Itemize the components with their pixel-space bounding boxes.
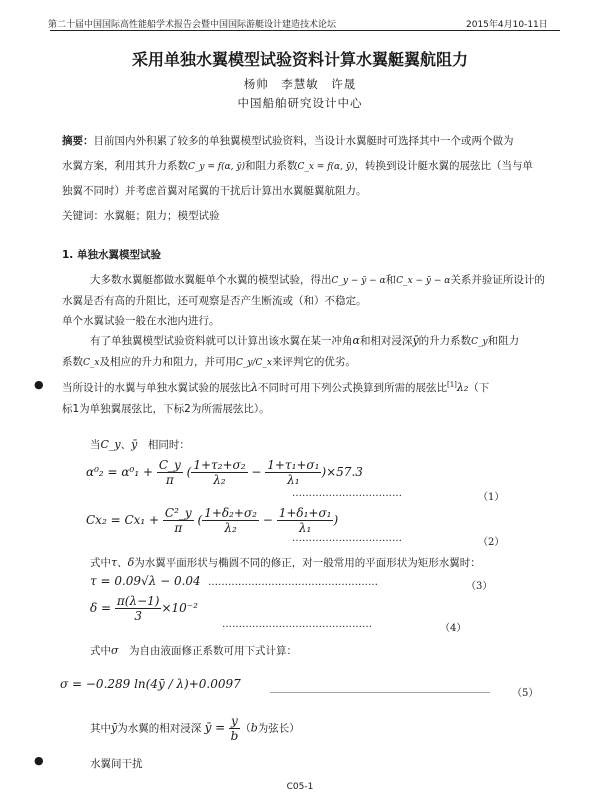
- eq5-leader: ____________________________________________: [270, 682, 490, 693]
- bullet-1-line-1: 当所设计的水翼与单独水翼试验的展弦比λ不同时可用下列公式换算到所需的展弦比[1]λ₂（下: [62, 380, 490, 394]
- eq3-leader: ……………………………………………: [208, 577, 378, 588]
- section-1-p2: 单个水翼试验一般在水池内进行。: [62, 315, 220, 327]
- equation-1: α⁰₂ = α⁰₁ + $\frac{C\_y}{\pi}$ ( $\frac{\text{1+τ₂+σ₂}}{\text{λ₂}}$ − $\frac{\text{1+τ₁+σ₁}}{\text{λ₁}}$ )×57.3: [86, 458, 363, 487]
- section-1-p1-line-1: 大多数水翼艇都做水翼艇单个水翼的模型试验，得出C_y − ȳ − α和C_x − ȳ − α关系并验证所设计的: [90, 274, 545, 286]
- section-1-p1-line-2: 水翼是否有高的升阻比，还可观察是否产生断流或（和）不稳定。: [62, 295, 367, 307]
- header-date: 2015年4月10-11日: [466, 20, 548, 30]
- eq1-leader: ……………………………: [292, 488, 402, 499]
- sigma-text: 式中σ 为自由液面修正系数可用下式计算：: [90, 644, 298, 657]
- abstract-line-1: 摘要：目前国内外积累了较多的单独翼模型试验资料，当设计水翼艇时可选择其中一个或两个做为: [62, 135, 514, 147]
- tau-delta-text: 式中τ、δ为水翼平面形状与椭圆不同的修正，对一般常用的平面形状为矩形水翼时：: [90, 556, 481, 569]
- cy-formula: C_y = f(α, ȳ): [188, 162, 245, 172]
- equation-3: τ = 0.09√λ − 0.04: [90, 574, 201, 588]
- bullet-dot-2: ●: [34, 754, 44, 767]
- condition-line: 当C_y、ȳ 相同时：: [90, 438, 190, 451]
- equation-2: Cx₂ = Cx₁ + $\frac{\text{C²\_y}}{\pi}$ ( $\frac{\text{1+δ₂+σ₂}}{\text{λ₂}}$ − $\frac{\text{1+δ₁+σ₁}}{\text{λ₁}}$ ): [86, 506, 339, 535]
- equation-2-number: （2）: [478, 537, 505, 548]
- abstract-line-2: 水翼方案，利用其升力系数C_y = f(α, ȳ)和阻力系数C_x = f(α, ȳ)，转换到设计艇水翼的展弦比（当与单: [62, 160, 533, 172]
- eq2-leader: ……………………………: [292, 533, 402, 544]
- header-conference: 第二十届中国国际高性能船学术报告会暨中国国际游艇设计建造技术论坛: [48, 20, 337, 30]
- bullet-2-text: 水翼间干扰: [90, 758, 143, 770]
- keywords: 关键词：水翼艇；阻力；模型试验: [62, 210, 220, 222]
- section-1-p3-line-1: 有了单独翼模型试验资料就可以计算出该水翼在某一冲角α和相对浸深ȳ的升力系数C_y和阻力: [90, 334, 520, 347]
- section-1-p3-line-2: 系数C_x及相应的升力和阻力，并可用C_y/C_x来评判它的优劣。: [62, 356, 356, 368]
- paper-title: 采用单独水翼模型试验资料计算水翼艇翼航阻力: [131, 50, 468, 69]
- header-rule: [50, 30, 560, 31]
- equation-4: δ = $\frac{\pi(\lambda-1)}{3}$ ×10⁻²: [90, 594, 198, 623]
- equation-5: σ = −0.289 ln(4ȳ / λ)+0.0097: [60, 677, 241, 691]
- cx-formula: C_x = f(α, ȳ): [297, 162, 355, 172]
- equation-3-number: （3）: [466, 581, 493, 592]
- equation-1-number: （1）: [478, 492, 505, 503]
- ybar-definition: 其中ȳ为水翼的相对浸深 ȳ = $\frac{y}{b}$ （b为弦长）: [90, 714, 300, 743]
- abstract-line-3: 独翼不同时）并考虑首翼对尾翼的干扰后计算出水翼艇翼航阻力。: [62, 185, 367, 197]
- abstract-label: 摘要：: [62, 135, 94, 147]
- page-number: C05-1: [286, 782, 314, 792]
- bullet-dot-1: ●: [34, 378, 44, 391]
- equation-5-number: （5）: [512, 688, 539, 699]
- affiliation: 中国船舶研究设计中心: [237, 96, 363, 110]
- authors: 杨帅 李慧敏 许晟: [243, 77, 357, 91]
- bullet-1-line-2: 标1为单独翼展弦比，下标2为所需展弦比）。: [62, 403, 270, 415]
- section-1-heading: 1. 单独水翼模型试验: [62, 249, 161, 261]
- equation-4-number: （4）: [440, 623, 467, 634]
- eq4-leader: ………………………………………: [222, 619, 372, 630]
